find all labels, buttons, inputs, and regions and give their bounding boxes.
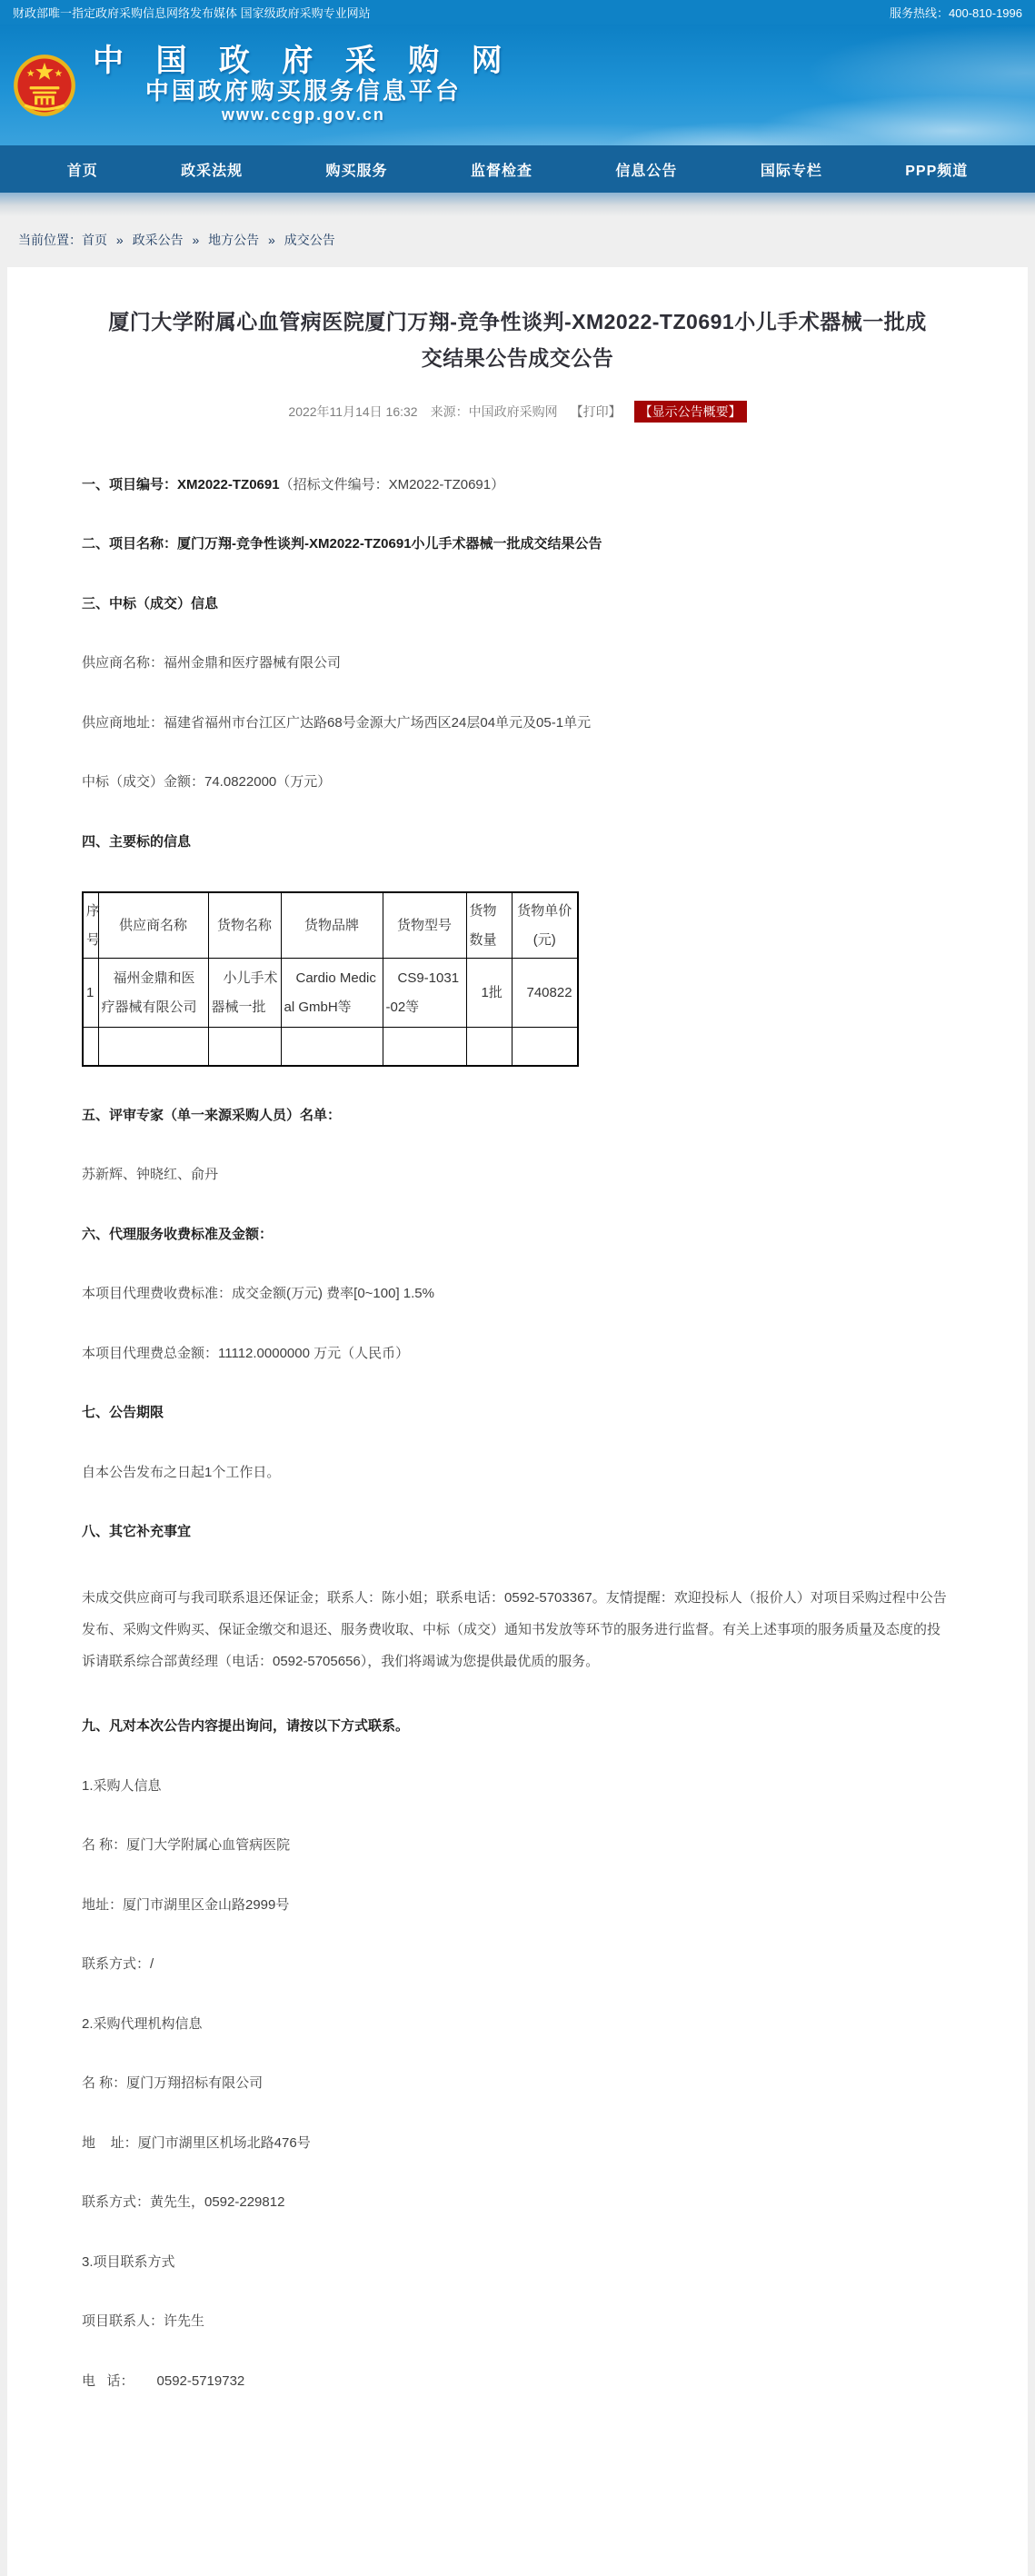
body-paragraph-experts-list: 苏新辉、钟晓红、俞丹 — [82, 1167, 219, 1182]
article-source: 来源：中国政府采购网 — [430, 403, 558, 419]
main-nav — [0, 145, 1035, 193]
breadcrumb-local-notices[interactable]: 地方公告 — [208, 233, 260, 247]
service-hotline: 服务热线：400-810-1996 — [890, 6, 1022, 20]
site-title: 中 国 政 府 采 购 网 — [93, 44, 514, 79]
col-header-goods-name: 货物名称 — [208, 892, 281, 959]
site-header — [0, 25, 1035, 145]
breadcrumb-award-notices[interactable]: 成交公告 — [284, 233, 335, 247]
body-paragraph-project-contact-phone: 电 话： 0592-5719732 — [82, 2372, 245, 2389]
table-header-row — [83, 892, 578, 959]
goods-table — [82, 891, 579, 1067]
body-paragraph-project-name: 二、项目名称：厦门万翔-竞争性谈判-XM2022-TZ0691小儿手术器械一批成交结果公告 — [82, 536, 602, 552]
body-paragraph-agency-name: 名 称：厦门万翔招标有限公司 — [82, 2075, 264, 2092]
body-paragraph-inquiry-heading: 九、凡对本次公告内容提出询问，请按以下方式联系。 — [82, 1718, 410, 1735]
col-header-brand: 货物品牌 — [281, 892, 383, 959]
body-paragraph-agency-fee-total: 本项目代理费总金额：11112.0000000 万元（人民币） — [82, 1345, 410, 1361]
body-paragraph-notice-period-heading: 七、公告期限 — [82, 1405, 164, 1420]
body-paragraph-project-contact-label: 3.项目联系方式 — [82, 2253, 175, 2270]
nav-item-regulations[interactable]: 政采法规 — [181, 163, 244, 179]
body-paragraph-project-number: 一、项目编号：XM2022-TZ0691（招标文件编号：XM2022-TZ0691） — [82, 476, 505, 492]
nav-item-home[interactable]: 首页 — [66, 163, 98, 179]
col-header-unit-price: 货物单价(元) — [512, 892, 578, 959]
nav-item-announcements[interactable]: 信息公告 — [615, 163, 678, 179]
body-paragraph-award-info-heading: 三、中标（成交）信息 — [82, 595, 219, 612]
nav-item-supervision[interactable]: 监督检查 — [470, 163, 532, 179]
col-header-model: 货物型号 — [383, 892, 466, 959]
publish-datetime: 2022年11月14日 16:32 — [288, 403, 418, 419]
body-paragraph-purchaser-info-label: 1.采购人信息 — [82, 1777, 162, 1794]
body-paragraph-agency-address: 地 址：厦门市湖里区机场北路476号 — [82, 2134, 311, 2151]
body-paragraph-agency-fee-heading: 六、代理服务收费标准及金额： — [82, 1226, 274, 1242]
breadcrumb-separator: » — [192, 233, 200, 247]
site-subtitle: 中国政府购买服务信息平台 — [144, 77, 462, 105]
body-paragraph-project-contact-person: 项目联系人：许先生 — [82, 2313, 205, 2330]
site-identity — [93, 45, 514, 125]
body-paragraph-other-matters-heading: 八、其它补充事宜 — [82, 1524, 192, 1539]
national-emblem-icon — [13, 54, 76, 117]
body-paragraph-agency-info-label: 2.采购代理机构信息 — [82, 2015, 203, 2032]
breadcrumb-prefix: 当前位置： — [18, 233, 82, 247]
article-card — [7, 267, 1028, 2576]
body-paragraph-agency-fee-standard: 本项目代理费收费标准：成交金额(万元) 费率[0~100] 1.5% — [82, 1286, 434, 1301]
page-title: 厦门大学附属心血管病医院厦门万翔-竞争性谈判-XM2022-TZ0691小儿手术器械一批成交结果公告成交公告 — [108, 310, 927, 371]
body-paragraph-purchaser-address: 地址：厦门市湖里区金山路2999号 — [82, 1896, 290, 1913]
body-paragraph-experts-heading: 五、评审专家（单一来源采购人员）名单： — [82, 1107, 342, 1123]
nav-item-ppp-channel[interactable]: PPP频道 — [905, 163, 969, 179]
nav-item-purchase-services[interactable]: 购买服务 — [325, 163, 388, 179]
breadcrumb-procurement-notices[interactable]: 政采公告 — [132, 233, 184, 247]
body-paragraph-purchaser-contact: 联系方式：/ — [82, 1956, 154, 1973]
body-paragraph-purchaser-name: 名 称：厦门大学附属心血管病医院 — [82, 1837, 291, 1854]
col-header-quantity: 货物数量 — [466, 892, 512, 959]
body-paragraph-notice-period: 自本公告发布之日起1个工作日。 — [82, 1464, 281, 1480]
breadcrumb — [0, 216, 1035, 254]
body-paragraph-other-matters: 未成交供应商可与我司联系退还保证金；联系人：陈小姐；联系电话：0592-5703367。友情提醒：欢迎投标人（报价人）对项目采购过程中公告发布、采购文件购买、保证金缴交和退还、服务费收取、中标（成交）通知书发放等环节的服务进行监督。有关上述事项的服务质量及态度的投诉请联系综合部黄经理（电话：0592-5705656），我们将竭诚为您提供最优质的服务。 — [82, 1589, 947, 1669]
nav-fade-strip — [0, 193, 1035, 216]
col-header-supplier: 供应商名称 — [98, 892, 208, 959]
top-bar — [0, 0, 1035, 25]
col-header-serial: 序号 — [83, 892, 98, 959]
site-url: www.ccgp.gov.cn — [221, 105, 385, 124]
site-slogan: 财政部唯一指定政府采购信息网络发布媒体 国家级政府采购专业网站 — [13, 6, 371, 20]
breadcrumb-separator: » — [115, 233, 124, 247]
nav-item-international[interactable]: 国际专栏 — [760, 163, 822, 179]
body-paragraph-supplier-name: 供应商名称：福州金鼎和医疗器械有限公司 — [82, 655, 342, 671]
body-paragraph-agency-contact: 联系方式：黄先生，0592-229812 — [82, 2194, 285, 2211]
table-row: 1 福州金鼎和医疗器械有限公司 小儿手术器械一批 Cardio Medical GmbH等 CS9-1031-02等 1批 740822 — [83, 959, 578, 1028]
article-meta — [82, 401, 953, 423]
body-paragraph-award-amount: 中标（成交）金额：74.0822000（万元） — [82, 774, 332, 790]
body-paragraph-main-subject-heading: 四、主要标的信息 — [82, 833, 192, 850]
body-paragraph-supplier-address: 供应商地址：福建省福州市台江区广达路68号金源大广场西区24层04单元及05-1单元 — [82, 714, 592, 731]
table-row-empty — [83, 1028, 578, 1066]
show-summary-button[interactable]: 【显示公告概要】 — [634, 401, 747, 423]
breadcrumb-separator: » — [268, 233, 275, 247]
breadcrumb-home[interactable]: 首页 — [82, 233, 107, 247]
print-button[interactable]: 【打印】 — [570, 403, 622, 419]
